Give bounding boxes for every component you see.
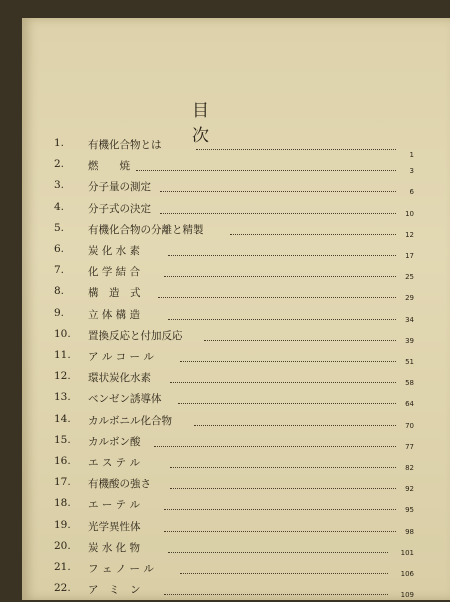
toc-entry-number: 6. (54, 243, 65, 255)
toc-entry-page: 1 (409, 151, 414, 159)
toc-entry-page: 6 (409, 188, 414, 197)
dot-leader (154, 445, 396, 447)
toc-entry-title: 光学異性体 (88, 520, 141, 533)
dot-leader (194, 424, 396, 426)
toc-entry-page: 12 (405, 230, 414, 239)
toc-entry-title: 立 体 構 造 (88, 308, 141, 321)
dot-leader (180, 572, 388, 574)
toc-entry-number: 4. (54, 200, 65, 213)
toc-entry-page: 98 (405, 527, 414, 536)
toc-entry-number: 2. (54, 158, 65, 171)
toc-entry-title: エ ー テ ル (88, 499, 141, 512)
toc-entry-number: 13. (54, 391, 71, 404)
toc-entry-title: カルボニル化合物 (88, 414, 172, 427)
toc-entry-number: 21. (54, 561, 71, 573)
dot-leader (180, 360, 396, 362)
toc-entry-page: 39 (405, 336, 414, 345)
dot-leader (230, 233, 396, 235)
toc-entry (22, 307, 450, 327)
toc-entry-number: 18. (54, 497, 71, 510)
toc-entry (22, 434, 450, 454)
toc-entry (22, 370, 450, 390)
toc-entry-title: 有機酸の強さ (88, 478, 151, 491)
toc-entry-title: 構 造 式 (88, 287, 141, 300)
toc-entry-number: 16. (54, 455, 71, 467)
toc-entry (22, 137, 450, 157)
dot-leader (164, 593, 388, 595)
toc-entry (22, 222, 450, 242)
toc-entry (22, 519, 450, 539)
toc-entry-page: 70 (405, 421, 414, 430)
toc-entry-title: 炭 化 水 素 (88, 245, 141, 257)
toc-entry-title: ベンゼン誘導体 (88, 393, 162, 406)
dot-leader (160, 212, 396, 214)
dot-leader (164, 508, 396, 510)
toc-entry-page: 3 (409, 167, 414, 176)
toc-entry-number: 9. (54, 306, 65, 319)
toc-entry-title: 環状炭化水素 (88, 372, 151, 385)
toc-entry-page: 82 (405, 464, 414, 472)
toc-entry-page: 29 (405, 294, 414, 303)
toc-entry-page: 77 (405, 442, 414, 451)
toc-entry-page: 109 (400, 591, 414, 600)
table-of-contents (22, 18, 450, 600)
toc-entry-number: 5. (54, 221, 65, 234)
toc-entry-page: 95 (405, 506, 414, 515)
toc-entry-number: 12. (54, 370, 71, 383)
dot-leader (164, 530, 396, 532)
toc-entry-title: カルボン酸 (88, 435, 141, 448)
toc-entry (22, 413, 450, 433)
toc-entry-number: 8. (54, 285, 65, 298)
toc-entry-title: 炭 水 化 物 (88, 541, 141, 554)
toc-entry-page: 17 (405, 252, 414, 260)
dot-leader (164, 275, 396, 277)
dot-leader (170, 381, 396, 383)
toc-entry-page: 101 (400, 548, 414, 557)
toc-entry (22, 391, 450, 411)
toc-entry-title: 有機化合物とは (88, 139, 162, 151)
toc-entry-page: 58 (405, 379, 414, 388)
toc-entry-number: 15. (54, 433, 71, 446)
toc-entry-title: 有機化合物の分離と精製 (88, 223, 204, 236)
toc-entry (22, 158, 450, 178)
toc-entry (22, 540, 450, 560)
toc-entry-title: 化 学 結 合 (88, 266, 141, 279)
toc-entry (22, 582, 450, 602)
toc-entry (22, 476, 450, 496)
dot-leader (168, 551, 388, 553)
dot-leader (170, 487, 396, 489)
toc-entry (22, 179, 450, 199)
toc-entry-number: 7. (54, 264, 65, 277)
toc-entry-title: 置換反応と付加反応 (88, 329, 183, 342)
dot-leader (170, 466, 396, 468)
toc-entry (22, 497, 450, 517)
toc-entry-title: フ ェ ノ ー ル (88, 563, 154, 575)
toc-entry-title: エ ス テ ル (88, 457, 141, 469)
toc-entry-number: 14. (54, 412, 71, 425)
dot-leader (168, 318, 396, 320)
toc-entry-page: 10 (405, 209, 414, 218)
toc-entry-number: 11. (54, 349, 71, 361)
toc-entry (22, 349, 450, 369)
toc-entry-title: 分子量の測定 (88, 181, 151, 194)
dot-leader (158, 296, 396, 298)
toc-entry-title: ア ミ ン (88, 584, 141, 597)
dot-leader (160, 190, 396, 192)
dot-leader (168, 254, 396, 256)
toc-entry-number: 3. (54, 179, 65, 192)
toc-entry-page: 51 (405, 358, 414, 366)
toc-entry (22, 285, 450, 305)
toc-entry (22, 201, 450, 221)
book-page (22, 18, 450, 600)
toc-entry (22, 455, 450, 475)
toc-entry-page: 64 (405, 400, 414, 409)
dot-leader (136, 169, 396, 171)
toc-entry (22, 561, 450, 581)
toc-entry (22, 243, 450, 263)
page-title: 目 次 (192, 101, 306, 146)
toc-entry-page: 34 (405, 315, 414, 324)
toc-entry-title: 燃 焼 (88, 160, 130, 173)
toc-entry (22, 328, 450, 348)
toc-entry-number: 19. (54, 518, 71, 531)
toc-entry-title: ア ル コ ー ル (88, 351, 154, 363)
toc-entry-number: 20. (54, 539, 71, 552)
toc-entry-number: 17. (54, 476, 71, 489)
toc-entry-number: 1. (54, 137, 65, 149)
toc-entry-number: 10. (54, 327, 71, 340)
dot-leader (196, 148, 396, 150)
toc-entry-page: 106 (400, 570, 414, 578)
dot-leader (204, 339, 396, 341)
dot-leader (178, 402, 396, 404)
toc-entry (22, 264, 450, 284)
toc-entry-title: 分子式の決定 (88, 202, 151, 215)
toc-entry-page: 25 (405, 273, 414, 282)
toc-entry-number: 22. (54, 582, 71, 595)
toc-entry-page: 92 (405, 485, 414, 494)
